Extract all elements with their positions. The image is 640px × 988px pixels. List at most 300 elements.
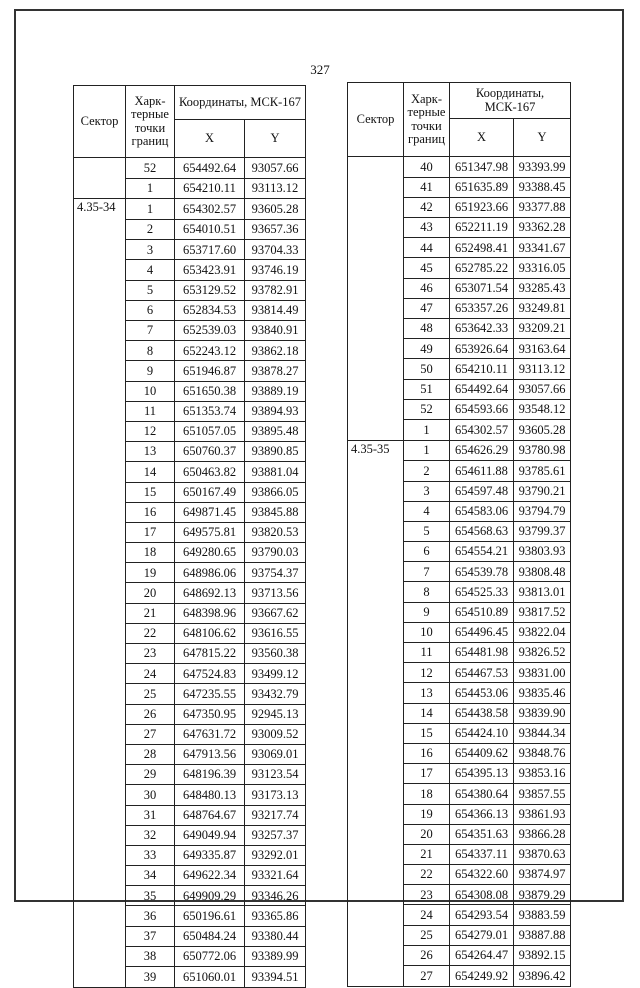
x-cell: 654626.29 bbox=[450, 440, 514, 461]
y-cell: 93393.99 bbox=[514, 157, 571, 178]
sector-cell bbox=[348, 683, 404, 703]
sector-cell bbox=[74, 401, 126, 421]
point-cell: 17 bbox=[126, 522, 175, 542]
y-cell: 93813.01 bbox=[514, 582, 571, 602]
sector-cell bbox=[74, 825, 126, 845]
point-cell: 7 bbox=[126, 321, 175, 341]
y-cell: 93560.38 bbox=[245, 644, 306, 664]
y-cell: 93432.79 bbox=[245, 684, 306, 704]
y-cell: 93746.19 bbox=[245, 260, 306, 280]
table-row bbox=[74, 563, 306, 583]
sector-cell bbox=[74, 240, 126, 260]
x-cell: 649335.87 bbox=[175, 845, 245, 865]
y-cell: 93548.12 bbox=[514, 399, 571, 419]
x-cell: 647631.72 bbox=[175, 724, 245, 744]
point-cell: 18 bbox=[404, 784, 450, 804]
point-cell: 21 bbox=[126, 603, 175, 623]
point-cell: 15 bbox=[404, 723, 450, 743]
sector-cell bbox=[74, 946, 126, 966]
y-cell: 93840.91 bbox=[245, 321, 306, 341]
x-cell: 650772.06 bbox=[175, 946, 245, 966]
table-row bbox=[348, 197, 571, 217]
points-header bbox=[126, 86, 175, 158]
table-row bbox=[74, 401, 306, 421]
x-cell: 652785.22 bbox=[450, 258, 514, 278]
left-table-body bbox=[74, 158, 306, 988]
sector-cell bbox=[348, 319, 404, 339]
sector-cell bbox=[74, 866, 126, 886]
x-cell: 654395.13 bbox=[450, 764, 514, 784]
x-cell: 654249.92 bbox=[450, 966, 514, 987]
points-header bbox=[404, 83, 450, 157]
sector-cell bbox=[348, 602, 404, 622]
sector-cell bbox=[74, 583, 126, 603]
sector-cell bbox=[74, 744, 126, 764]
sector-cell bbox=[348, 461, 404, 481]
table-row bbox=[74, 280, 306, 300]
y-cell: 93362.28 bbox=[514, 218, 571, 238]
table-row bbox=[348, 339, 571, 359]
sector-cell bbox=[74, 260, 126, 280]
table-row bbox=[348, 925, 571, 945]
point-cell: 9 bbox=[404, 602, 450, 622]
x-cell: 653642.33 bbox=[450, 319, 514, 339]
x-cell: 650167.49 bbox=[175, 482, 245, 502]
table-row bbox=[348, 764, 571, 784]
point-cell: 52 bbox=[404, 399, 450, 419]
sector-cell bbox=[74, 361, 126, 381]
sector-cell bbox=[348, 844, 404, 864]
sector-cell bbox=[348, 966, 404, 987]
table-row bbox=[74, 482, 306, 502]
sector-cell bbox=[348, 905, 404, 925]
y-cell: 93713.56 bbox=[245, 583, 306, 603]
x-cell: 654525.33 bbox=[450, 582, 514, 602]
y-cell: 93394.51 bbox=[245, 967, 306, 988]
y-cell: 93380.44 bbox=[245, 926, 306, 946]
sector-cell bbox=[348, 643, 404, 663]
x-cell: 654322.60 bbox=[450, 865, 514, 885]
table-row bbox=[348, 521, 571, 541]
table-row bbox=[348, 218, 571, 238]
coordinates-table-right bbox=[347, 82, 571, 987]
x-cell: 648196.39 bbox=[175, 765, 245, 785]
point-cell: 14 bbox=[404, 703, 450, 723]
y-cell: 93831.00 bbox=[514, 663, 571, 683]
x-cell: 654308.08 bbox=[450, 885, 514, 905]
y-cell: 93209.21 bbox=[514, 319, 571, 339]
y-cell: 93848.76 bbox=[514, 743, 571, 763]
x-cell: 648106.62 bbox=[175, 623, 245, 643]
point-cell: 31 bbox=[126, 805, 175, 825]
x-cell: 652539.03 bbox=[175, 321, 245, 341]
y-cell: 93605.28 bbox=[514, 419, 571, 440]
sector-cell bbox=[74, 300, 126, 320]
point-cell: 26 bbox=[404, 945, 450, 965]
point-cell: 48 bbox=[404, 319, 450, 339]
point-cell: 24 bbox=[126, 664, 175, 684]
sector-cell bbox=[348, 945, 404, 965]
table-row bbox=[74, 199, 306, 220]
x-cell: 654554.21 bbox=[450, 542, 514, 562]
points-header-line2: терные bbox=[407, 105, 446, 120]
y-cell: 93316.05 bbox=[514, 258, 571, 278]
point-cell: 22 bbox=[404, 865, 450, 885]
x-cell: 654438.58 bbox=[450, 703, 514, 723]
point-cell: 24 bbox=[404, 905, 450, 925]
point-cell: 38 bbox=[126, 946, 175, 966]
table-row bbox=[348, 298, 571, 318]
x-cell: 650196.61 bbox=[175, 906, 245, 926]
table-row bbox=[348, 643, 571, 663]
sector-cell bbox=[348, 481, 404, 501]
y-cell: 93173.13 bbox=[245, 785, 306, 805]
x-cell: 651057.05 bbox=[175, 421, 245, 441]
x-cell: 650760.37 bbox=[175, 442, 245, 462]
y-cell: 93321.64 bbox=[245, 866, 306, 886]
y-cell: 93163.64 bbox=[514, 339, 571, 359]
point-cell: 42 bbox=[404, 197, 450, 217]
point-cell: 37 bbox=[126, 926, 175, 946]
table-row bbox=[74, 381, 306, 401]
y-cell: 93388.45 bbox=[514, 177, 571, 197]
sector-cell bbox=[74, 805, 126, 825]
y-cell: 93605.28 bbox=[245, 199, 306, 220]
y-cell: 93285.43 bbox=[514, 278, 571, 298]
table-row bbox=[74, 825, 306, 845]
x-cell: 647235.55 bbox=[175, 684, 245, 704]
y-cell: 93874.97 bbox=[514, 865, 571, 885]
points-header-line1: Харк- bbox=[410, 92, 443, 107]
sector-cell bbox=[348, 379, 404, 399]
table-row bbox=[74, 704, 306, 724]
point-cell: 10 bbox=[404, 622, 450, 642]
x-cell: 648764.67 bbox=[175, 805, 245, 825]
x-cell: 654539.78 bbox=[450, 562, 514, 582]
point-cell: 52 bbox=[126, 158, 175, 179]
y-cell: 93866.05 bbox=[245, 482, 306, 502]
sector-cell bbox=[74, 341, 126, 361]
point-cell: 4 bbox=[126, 260, 175, 280]
sector-cell bbox=[74, 158, 126, 179]
table-row bbox=[348, 461, 571, 481]
sector-cell bbox=[348, 339, 404, 359]
x-cell: 654337.11 bbox=[450, 844, 514, 864]
y-cell: 93799.37 bbox=[514, 521, 571, 541]
table-row bbox=[74, 664, 306, 684]
point-cell: 35 bbox=[126, 886, 175, 906]
y-cell: 93785.61 bbox=[514, 461, 571, 481]
sector-cell bbox=[348, 622, 404, 642]
table-row bbox=[74, 866, 306, 886]
sector-cell bbox=[348, 865, 404, 885]
table-row bbox=[74, 967, 306, 988]
table-row bbox=[348, 622, 571, 642]
coordinates-table-left bbox=[73, 85, 306, 988]
x-cell: 653423.91 bbox=[175, 260, 245, 280]
point-cell: 50 bbox=[404, 359, 450, 379]
y-cell: 93892.15 bbox=[514, 945, 571, 965]
sector-cell bbox=[74, 926, 126, 946]
y-cell: 93881.04 bbox=[245, 462, 306, 482]
sector-cell bbox=[348, 419, 404, 440]
x-cell: 654496.45 bbox=[450, 622, 514, 642]
table-row bbox=[74, 522, 306, 542]
table-row bbox=[74, 644, 306, 664]
y-cell: 93845.88 bbox=[245, 502, 306, 522]
sector-cell bbox=[74, 381, 126, 401]
table-row bbox=[348, 399, 571, 419]
x-cell: 654597.48 bbox=[450, 481, 514, 501]
sector-cell bbox=[348, 703, 404, 723]
y-cell: 93113.12 bbox=[245, 178, 306, 199]
y-cell: 93389.99 bbox=[245, 946, 306, 966]
sector-cell bbox=[348, 743, 404, 763]
point-cell: 33 bbox=[126, 845, 175, 865]
point-cell: 23 bbox=[126, 644, 175, 664]
table-row bbox=[74, 502, 306, 522]
x-cell: 651060.01 bbox=[175, 967, 245, 988]
x-cell: 651946.87 bbox=[175, 361, 245, 381]
point-cell: 46 bbox=[404, 278, 450, 298]
y-cell: 93365.86 bbox=[245, 906, 306, 926]
table-row bbox=[348, 582, 571, 602]
table-row bbox=[74, 765, 306, 785]
point-cell: 2 bbox=[404, 461, 450, 481]
points-header-line3: точки bbox=[411, 118, 442, 133]
page-number: 327 bbox=[310, 62, 330, 77]
x-cell: 652211.19 bbox=[450, 218, 514, 238]
y-cell: 93341.67 bbox=[514, 238, 571, 258]
x-cell: 654510.89 bbox=[450, 602, 514, 622]
y-cell: 93113.12 bbox=[514, 359, 571, 379]
sector-cell bbox=[348, 804, 404, 824]
point-cell: 16 bbox=[126, 502, 175, 522]
sector-cell bbox=[348, 582, 404, 602]
coords-header: Координаты, МСК-167 bbox=[175, 86, 306, 120]
table-row bbox=[74, 462, 306, 482]
x-cell: 654279.01 bbox=[450, 925, 514, 945]
point-cell: 3 bbox=[404, 481, 450, 501]
y-cell: 93790.03 bbox=[245, 543, 306, 563]
sector-cell bbox=[74, 684, 126, 704]
x-cell: 648986.06 bbox=[175, 563, 245, 583]
y-cell: 93803.93 bbox=[514, 542, 571, 562]
sector-cell bbox=[74, 644, 126, 664]
y-cell: 93009.52 bbox=[245, 724, 306, 744]
y-cell: 93839.90 bbox=[514, 703, 571, 723]
point-cell: 1 bbox=[404, 419, 450, 440]
sector-cell bbox=[348, 663, 404, 683]
y-cell: 93835.46 bbox=[514, 683, 571, 703]
point-cell: 19 bbox=[404, 804, 450, 824]
x-cell: 649871.45 bbox=[175, 502, 245, 522]
sector-cell bbox=[74, 502, 126, 522]
point-cell: 13 bbox=[404, 683, 450, 703]
y-cell: 93879.29 bbox=[514, 885, 571, 905]
y-cell: 93866.28 bbox=[514, 824, 571, 844]
y-cell: 93853.16 bbox=[514, 764, 571, 784]
table-row bbox=[74, 178, 306, 199]
y-cell: 93822.04 bbox=[514, 622, 571, 642]
point-cell: 51 bbox=[404, 379, 450, 399]
x-cell: 651650.38 bbox=[175, 381, 245, 401]
point-cell: 41 bbox=[404, 177, 450, 197]
points-header-line3: точки bbox=[134, 120, 166, 135]
point-cell: 45 bbox=[404, 258, 450, 278]
x-cell: 650484.24 bbox=[175, 926, 245, 946]
x-cell: 651923.66 bbox=[450, 197, 514, 217]
table-row bbox=[348, 481, 571, 501]
sector-cell bbox=[74, 664, 126, 684]
y-cell: 93878.27 bbox=[245, 361, 306, 381]
y-header: Y bbox=[514, 119, 571, 157]
sector-cell bbox=[348, 278, 404, 298]
point-cell: 21 bbox=[404, 844, 450, 864]
table-row bbox=[74, 361, 306, 381]
y-cell: 93780.98 bbox=[514, 440, 571, 461]
y-cell: 93667.62 bbox=[245, 603, 306, 623]
point-cell: 1 bbox=[126, 178, 175, 199]
point-cell: 39 bbox=[126, 967, 175, 988]
table-row bbox=[348, 258, 571, 278]
y-cell: 93754.37 bbox=[245, 563, 306, 583]
x-cell: 649622.34 bbox=[175, 866, 245, 886]
x-cell: 647815.22 bbox=[175, 644, 245, 664]
table-row bbox=[348, 440, 571, 461]
point-cell: 11 bbox=[126, 401, 175, 421]
point-cell: 11 bbox=[404, 643, 450, 663]
points-header-line4: границ bbox=[408, 131, 445, 146]
x-cell: 649049.94 bbox=[175, 825, 245, 845]
table-row bbox=[348, 844, 571, 864]
y-cell: 93890.85 bbox=[245, 442, 306, 462]
table-row bbox=[348, 905, 571, 925]
table-row bbox=[348, 562, 571, 582]
x-cell: 651635.89 bbox=[450, 177, 514, 197]
point-cell: 27 bbox=[126, 724, 175, 744]
sector-cell bbox=[348, 218, 404, 238]
x-cell: 654492.64 bbox=[175, 158, 245, 179]
table-row bbox=[348, 278, 571, 298]
x-cell: 654492.64 bbox=[450, 379, 514, 399]
y-cell: 93862.18 bbox=[245, 341, 306, 361]
x-cell: 651353.74 bbox=[175, 401, 245, 421]
point-cell: 20 bbox=[404, 824, 450, 844]
sector-cell bbox=[348, 562, 404, 582]
x-cell: 647913.56 bbox=[175, 744, 245, 764]
point-cell: 12 bbox=[404, 663, 450, 683]
x-cell: 652243.12 bbox=[175, 341, 245, 361]
y-cell: 93123.54 bbox=[245, 765, 306, 785]
x-cell: 654302.57 bbox=[450, 419, 514, 440]
sector-cell bbox=[74, 421, 126, 441]
point-cell: 49 bbox=[404, 339, 450, 359]
table-row bbox=[74, 744, 306, 764]
x-cell: 652834.53 bbox=[175, 300, 245, 320]
point-cell: 6 bbox=[404, 542, 450, 562]
y-cell: 93894.93 bbox=[245, 401, 306, 421]
point-cell: 18 bbox=[126, 543, 175, 563]
point-cell: 40 bbox=[404, 157, 450, 178]
point-cell: 1 bbox=[126, 199, 175, 220]
points-header-line1: Харк- bbox=[134, 94, 166, 109]
y-cell: 93346.26 bbox=[245, 886, 306, 906]
point-cell: 30 bbox=[126, 785, 175, 805]
sector-cell bbox=[348, 885, 404, 905]
y-cell: 93817.52 bbox=[514, 602, 571, 622]
table-row bbox=[74, 623, 306, 643]
table-row bbox=[348, 379, 571, 399]
sector-cell bbox=[74, 845, 126, 865]
point-cell: 16 bbox=[404, 743, 450, 763]
point-cell: 13 bbox=[126, 442, 175, 462]
point-cell: 14 bbox=[126, 462, 175, 482]
point-cell: 29 bbox=[126, 765, 175, 785]
table-row bbox=[348, 966, 571, 987]
table-row bbox=[74, 926, 306, 946]
points-header-line4: границ bbox=[131, 133, 169, 148]
sector-cell bbox=[348, 359, 404, 379]
point-cell: 20 bbox=[126, 583, 175, 603]
sector-cell bbox=[74, 603, 126, 623]
point-cell: 6 bbox=[126, 300, 175, 320]
x-cell: 654210.11 bbox=[450, 359, 514, 379]
table-row bbox=[348, 865, 571, 885]
sector-cell bbox=[348, 197, 404, 217]
y-cell: 93814.49 bbox=[245, 300, 306, 320]
point-cell: 26 bbox=[126, 704, 175, 724]
x-cell: 654467.53 bbox=[450, 663, 514, 683]
point-cell: 27 bbox=[404, 966, 450, 987]
sector-cell bbox=[348, 238, 404, 258]
point-cell: 19 bbox=[126, 563, 175, 583]
x-cell: 654366.13 bbox=[450, 804, 514, 824]
point-cell: 28 bbox=[126, 744, 175, 764]
y-cell: 93857.55 bbox=[514, 784, 571, 804]
point-cell: 32 bbox=[126, 825, 175, 845]
table-row bbox=[74, 321, 306, 341]
sector-cell bbox=[74, 462, 126, 482]
sector-cell bbox=[74, 280, 126, 300]
table-row bbox=[74, 421, 306, 441]
y-cell: 93870.63 bbox=[514, 844, 571, 864]
table-row bbox=[348, 157, 571, 178]
sector-cell bbox=[74, 785, 126, 805]
y-cell: 93794.79 bbox=[514, 501, 571, 521]
table-row bbox=[74, 684, 306, 704]
sector-cell bbox=[74, 442, 126, 462]
table-row bbox=[74, 603, 306, 623]
point-cell: 10 bbox=[126, 381, 175, 401]
table-row bbox=[348, 743, 571, 763]
table-row bbox=[348, 804, 571, 824]
y-cell: 93808.48 bbox=[514, 562, 571, 582]
y-cell: 93499.12 bbox=[245, 664, 306, 684]
x-cell: 649575.81 bbox=[175, 522, 245, 542]
sector-cell bbox=[74, 967, 126, 988]
point-cell: 43 bbox=[404, 218, 450, 238]
point-cell: 1 bbox=[404, 440, 450, 461]
y-cell: 93887.88 bbox=[514, 925, 571, 945]
table-row bbox=[348, 663, 571, 683]
table-row bbox=[74, 724, 306, 744]
sector-cell bbox=[348, 258, 404, 278]
point-cell: 22 bbox=[126, 623, 175, 643]
table-row bbox=[74, 341, 306, 361]
y-cell: 93069.01 bbox=[245, 744, 306, 764]
x-cell: 654380.64 bbox=[450, 784, 514, 804]
